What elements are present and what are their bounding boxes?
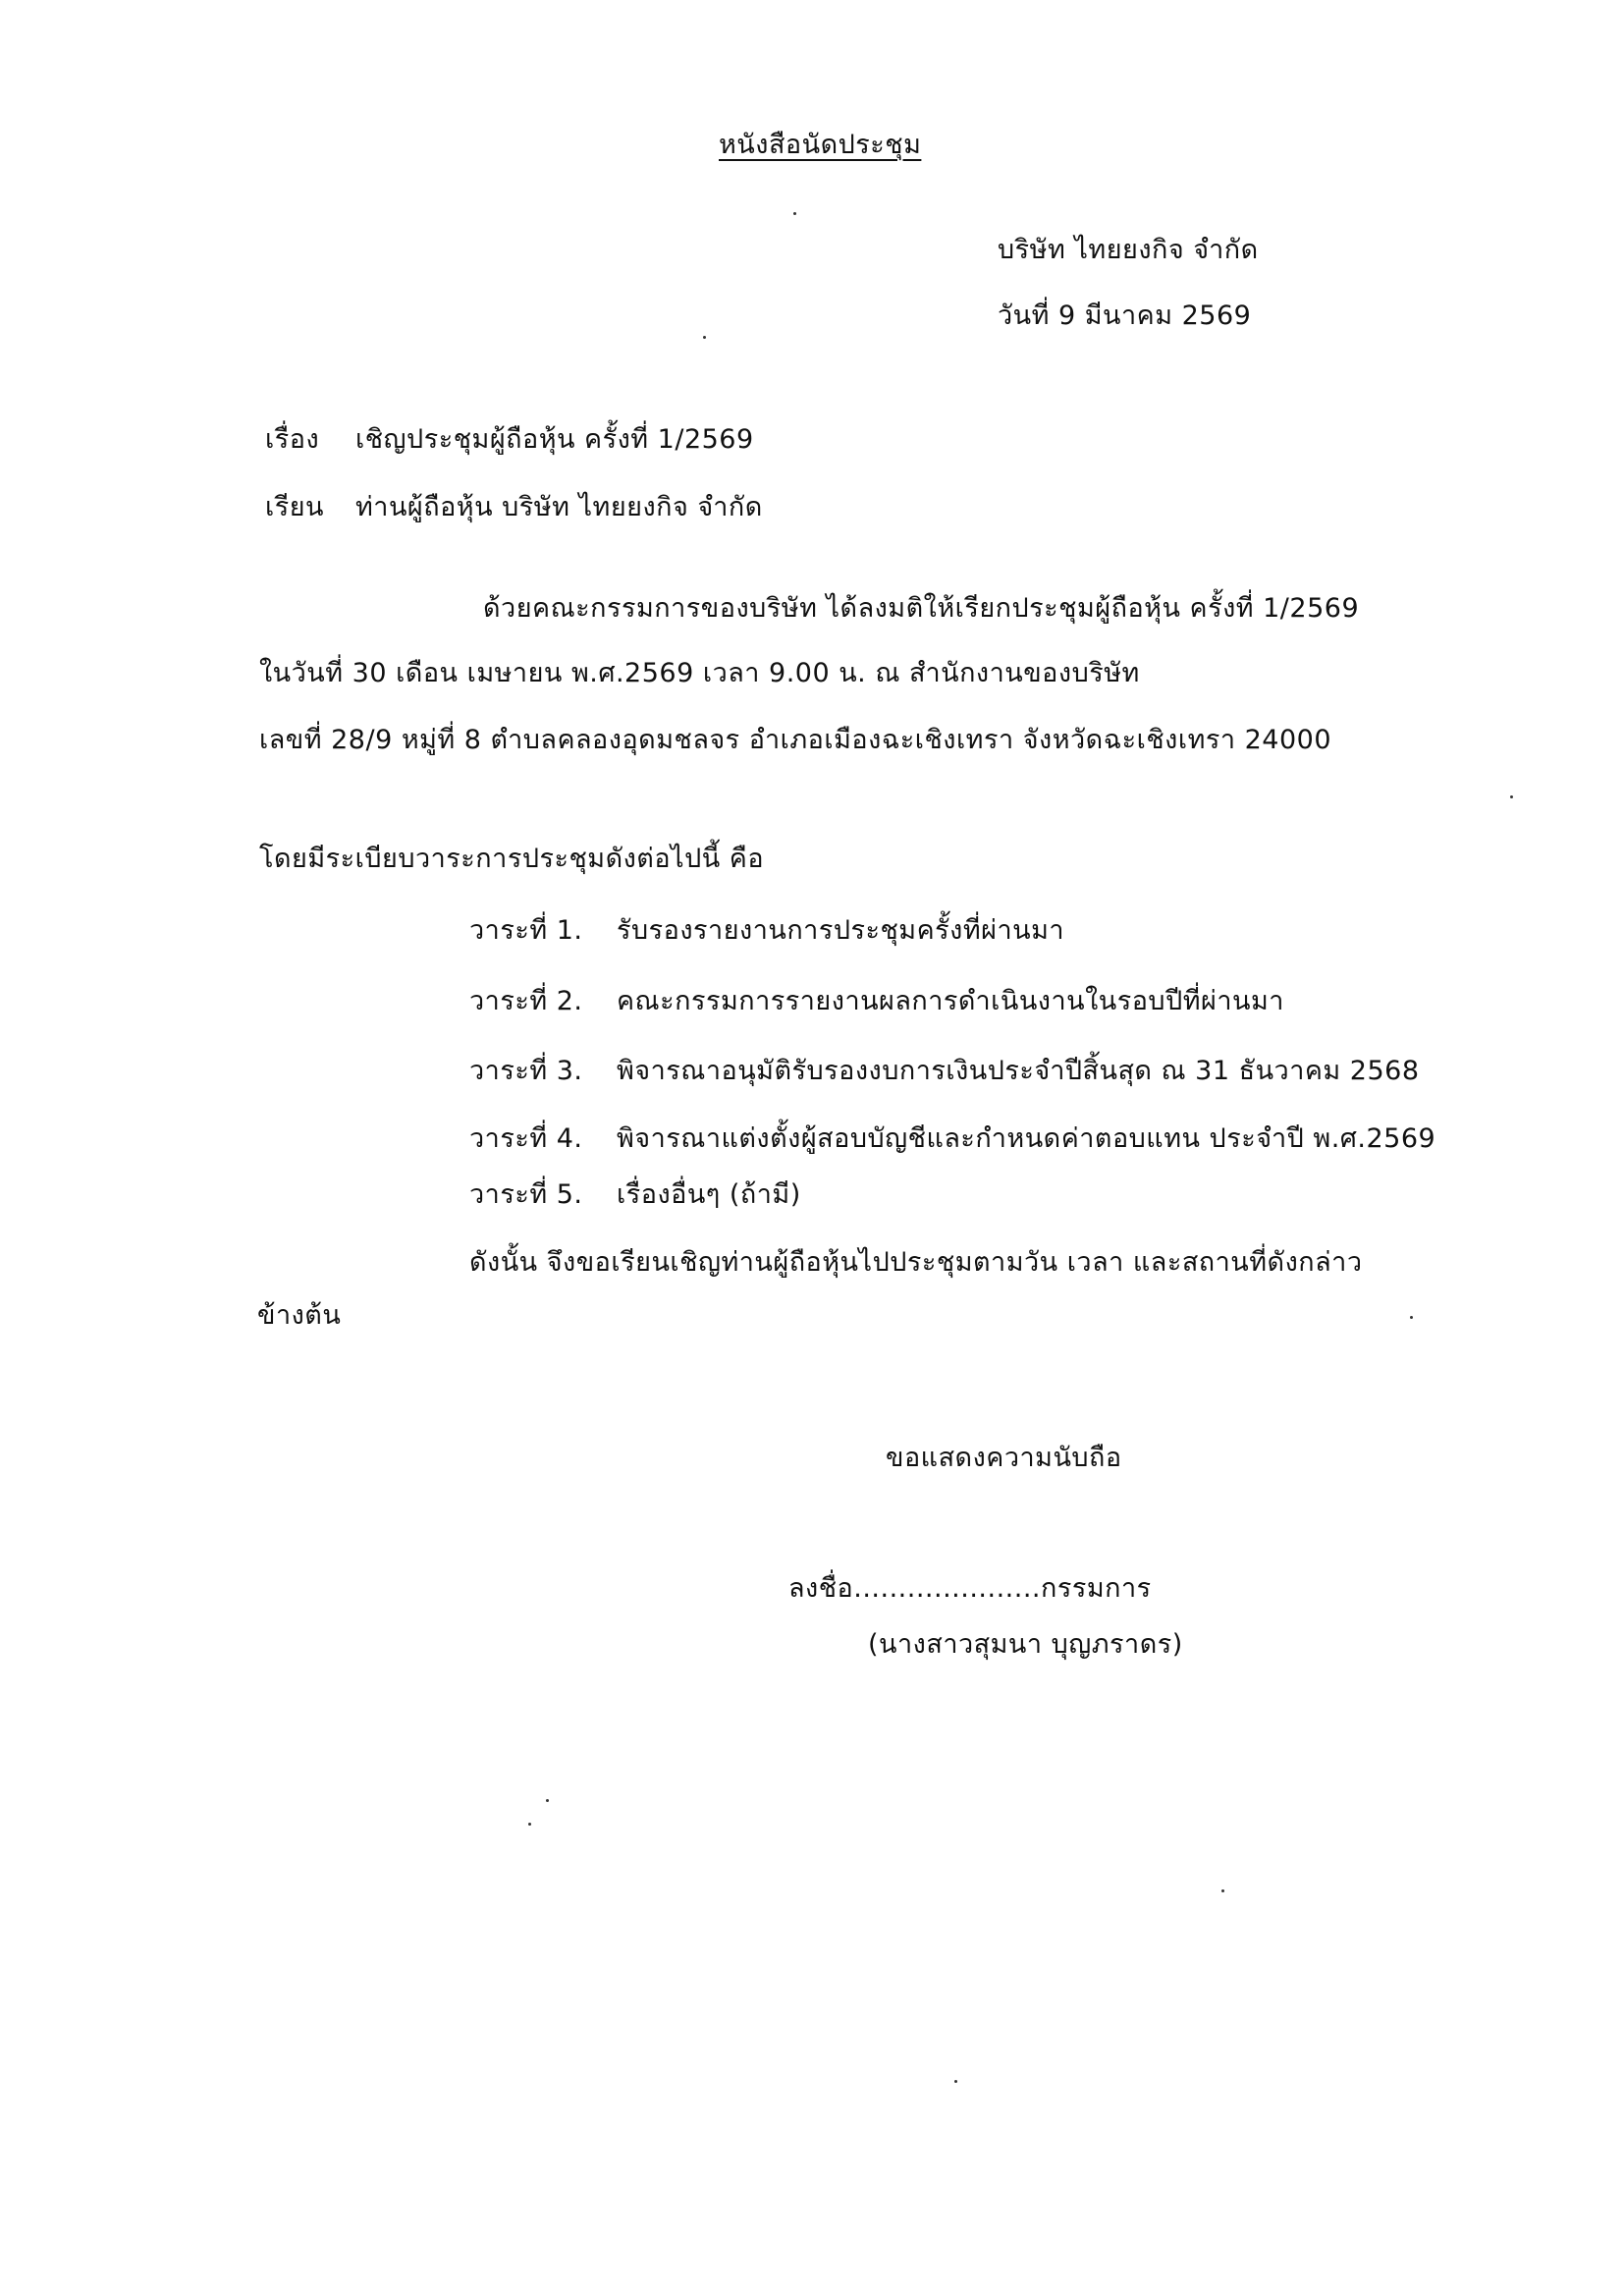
agenda-item-4-label: วาระที่ 4. [469, 1123, 583, 1154]
closing-line-2: ข้างต้น [257, 1300, 342, 1331]
agenda-item-1-label: วาระที่ 1. [469, 915, 583, 946]
closing-line-1: ดังนั้น จึงขอเรียนเชิญท่านผู้ถือหุ้นไปประชุมตามวัน เวลา และสถานที่ดังกล่าว [469, 1247, 1363, 1278]
signature-line: ลงชื่อ.....................กรรมการ [788, 1573, 1152, 1604]
agenda-item-4-text: พิจารณาแต่งตั้งผู้สอบบัญชีและกำหนดค่าตอบแทน ประจำปี พ.ศ.2569 [617, 1123, 1436, 1154]
body-line-2: ในวันที่ 30 เดือน เมษายน พ.ศ.2569 เวลา 9.00 น. ณ สำนักงานของบริษัท [259, 658, 1140, 688]
scan-speck [793, 212, 796, 215]
regards-text: ขอแสดงความนับถือ [886, 1443, 1122, 1473]
scan-speck [528, 1823, 531, 1826]
letter-date: วันที่ 9 มีนาคม 2569 [998, 301, 1252, 331]
agenda-item-2-text: คณะกรรมการรายงานผลการดำเนินงานในรอบปีที่ผ่านมา [617, 986, 1284, 1016]
recipient-text: ท่านผู้ถือหุ้น บริษัท ไทยยงกิจ จำกัด [355, 492, 763, 522]
signatory-name: (นางสาวสุมนา บุญภราดร) [868, 1629, 1183, 1660]
agenda-item-1-text: รับรองรายงานการประชุมครั้งที่ผ่านมา [617, 915, 1065, 946]
scan-speck [546, 1799, 549, 1802]
agenda-item-3-label: วาระที่ 3. [469, 1056, 583, 1086]
agenda-item-5-label: วาระที่ 5. [469, 1179, 583, 1210]
subject-text: เชิญประชุมผู้ถือหุ้น ครั้งที่ 1/2569 [355, 424, 754, 455]
agenda-item-2-label: วาระที่ 2. [469, 986, 583, 1016]
letter-title: หนังสือนัดประชุม [719, 130, 922, 160]
scan-speck [1221, 1889, 1224, 1892]
body-line-1: ด้วยคณะกรรมการของบริษัท ได้ลงมติให้เรียกประชุมผู้ถือหุ้น ครั้งที่ 1/2569 [483, 593, 1360, 624]
company-name: บริษัท ไทยยงกิจ จำกัด [998, 235, 1259, 265]
agenda-intro: โดยมีระเบียบวาระการประชุมดังต่อไปนี้ คือ [259, 844, 765, 874]
scan-speck [1410, 1316, 1413, 1319]
scan-speck [954, 2080, 957, 2083]
recipient-label: เรียน [265, 492, 325, 522]
agenda-item-3-text: พิจารณาอนุมัติรับรองงบการเงินประจำปีสิ้นสุด ณ 31 ธันวาคม 2568 [617, 1056, 1420, 1086]
agenda-item-5-text: เรื่องอื่นๆ (ถ้ามี) [617, 1179, 801, 1210]
subject-label: เรื่อง [265, 424, 320, 455]
scan-speck [1510, 795, 1513, 798]
scan-speck [703, 336, 706, 339]
body-line-3: เลขที่ 28/9 หมู่ที่ 8 ตำบลคลองอุดมชลจร อำเภอเมืองฉะเชิงเทรา จังหวัดฉะเชิงเทรา 24000 [259, 725, 1332, 755]
